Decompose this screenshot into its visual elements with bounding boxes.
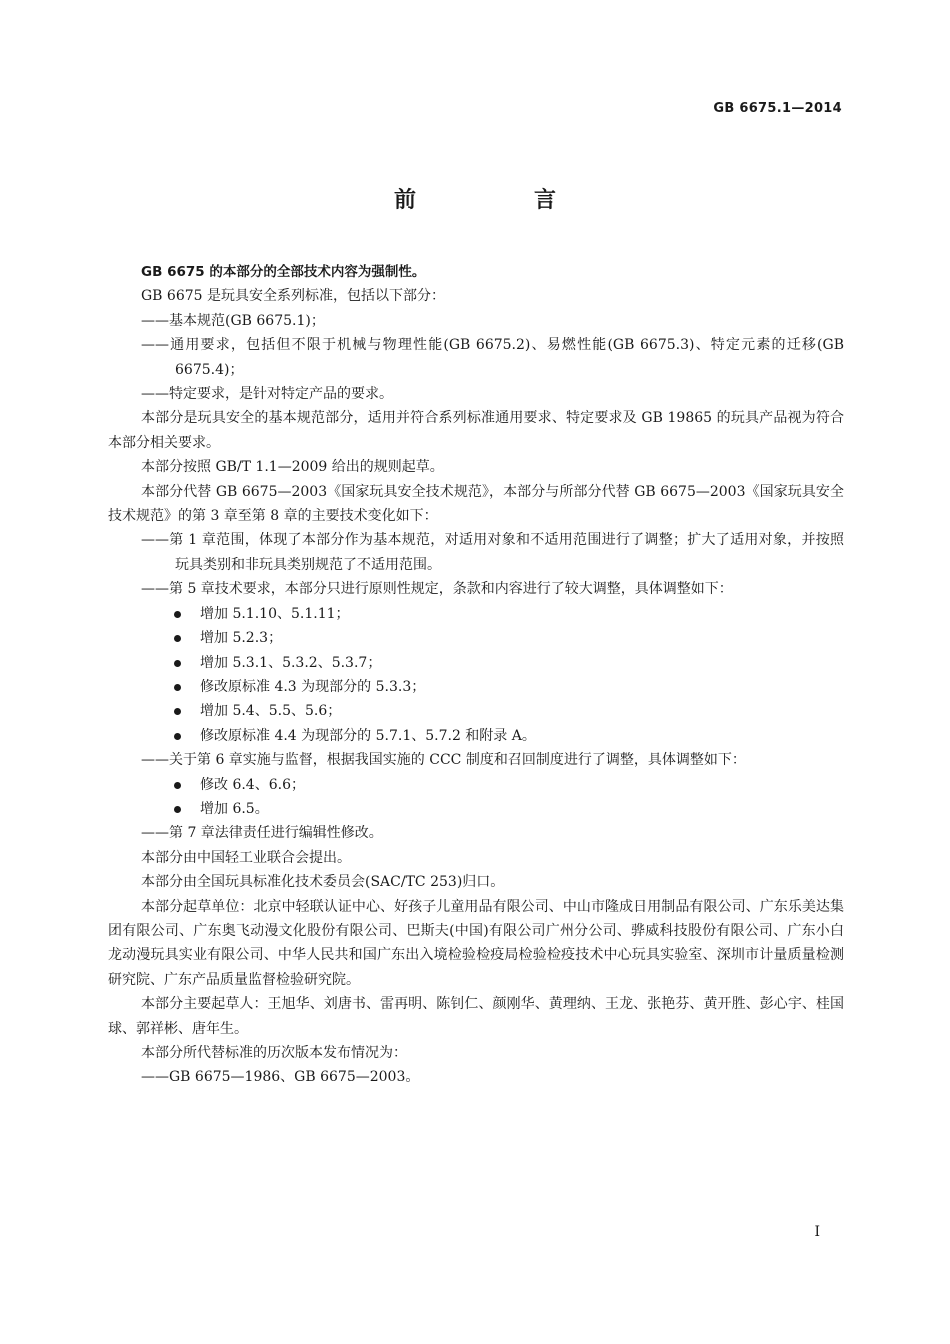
bullet-item: 增加 6.5。 (108, 797, 844, 821)
bullet-item: 增加 5.1.10、5.1.11； (108, 602, 844, 626)
bullet-dot-icon (174, 611, 181, 618)
bullet-dot-icon (174, 806, 181, 813)
dash-item-specific: ——特定要求，是针对特定产品的要求。 (141, 386, 393, 403)
dash-item-basic: ——基本规范(GB 6675.1)； (141, 312, 325, 329)
dash-item-history: ——GB 6675—1986、GB 6675—2003。 (141, 1069, 420, 1086)
bullet-item: 修改 6.4、6.6； (108, 773, 844, 797)
dash-item-chapter7: ——第 7 章法律责任进行编辑性修改。 (141, 825, 383, 842)
bullet-item: 增加 5.4、5.5、5.6； (108, 699, 844, 723)
paragraph-scope: 本部分是玩具安全的基本规范部分，适用并符合系列标准通用要求、特定要求及 GB 19865 的玩具产品视为符合本部分相关要求。 (108, 410, 844, 451)
foreword-body (108, 260, 844, 1090)
bullet-dot-icon (174, 684, 181, 691)
bullet-item: 修改原标准 4.3 为现部分的 5.3.3； (108, 675, 844, 699)
bullet-dot-icon (174, 660, 181, 667)
page-title: 前 言 (393, 188, 604, 213)
paragraph-drafting-rules: 本部分按照 GB/T 1.1—2009 给出的规则起草。 (141, 459, 444, 476)
paragraph-history-intro: 本部分所代替标准的历次版本发布情况为： (141, 1045, 407, 1061)
paragraph-series-intro: GB 6675 是玩具安全系列标准，包括以下部分： (141, 288, 445, 305)
standard-number: GB 6675.1—2014 (713, 101, 842, 116)
bullet-item: 修改原标准 4.4 为现部分的 5.7.1、5.7.2 和附录 A。 (108, 724, 844, 748)
paragraph-replacement: 本部分代替 GB 6675—2003《国家玩具安全技术规范》，本部分与所部分代替 GB 6675—2003《国家玩具安全技术规范》的第 3 章至第 8 章的主要技术变化如下： (108, 483, 844, 525)
bullet-dot-icon (174, 782, 181, 789)
bullet-dot-icon (174, 708, 181, 715)
paragraph-committee: 本部分由全国玩具标准化技术委员会(SAC/TC 253)归口。 (141, 874, 505, 891)
bullet-dot-icon (174, 635, 181, 642)
dash-item-chapter5: ——第 5 章技术要求，本部分只进行原则性规定，条款和内容进行了较大调整，具体调整如下： (141, 581, 733, 598)
dash-item-chapter1: ——第 1 章范围，体现了本部分作为基本规范，对适用对象和不适用范围进行了调整；扩大了适用对象，并按照玩具类别和非玩具类别规范了不适用范围。 (141, 532, 844, 573)
bullet-item: 增加 5.2.3； (108, 626, 844, 650)
bullet-item: 增加 5.3.1、5.3.2、5.3.7； (108, 651, 844, 675)
paragraph-drafters: 本部分主要起草人：王旭华、刘唐书、雷再明、陈钊仁、颜刚华、黄理纳、王龙、张艳芬、黄开胜、彭心宇、桂国球、郭祥彬、唐年生。 (108, 996, 844, 1037)
page-number: I (814, 1224, 820, 1240)
paragraph-mandatory-statement: GB 6675 的本部分的全部技术内容为强制性。 (141, 264, 426, 280)
dash-item-chapter6: ——关于第 6 章实施与监督，根据我国实施的 CCC 制度和召回制度进行了调整，具体调整如下： (141, 752, 746, 769)
paragraph-drafting-units: 本部分起草单位：北京中轻联认证中心、好孩子儿童用品有限公司、中山市隆成日用制品有限公司、广东乐美达集团有限公司、广东奥飞动漫文化股份有限公司、巴斯夫(中国)有限公司广州分公司、骅威科技股份有限公司、广东小白龙动漫玩具实业有限公司、中华人民共和国广东出入境检验检疫局检验检疫技术中心玩具实验室、深圳市计量质量检测研究院、广东产品质量监督检验研究院。 (108, 898, 844, 988)
paragraph-proposer: 本部分由中国轻工业联合会提出。 (141, 849, 351, 866)
dash-item-general: ——通用要求，包括但不限于机械与物理性能(GB 6675.2)、易燃性能(GB 6675.3)、特定元素的迁移(GB 6675.4)； (141, 337, 844, 378)
bullet-dot-icon (174, 733, 181, 740)
